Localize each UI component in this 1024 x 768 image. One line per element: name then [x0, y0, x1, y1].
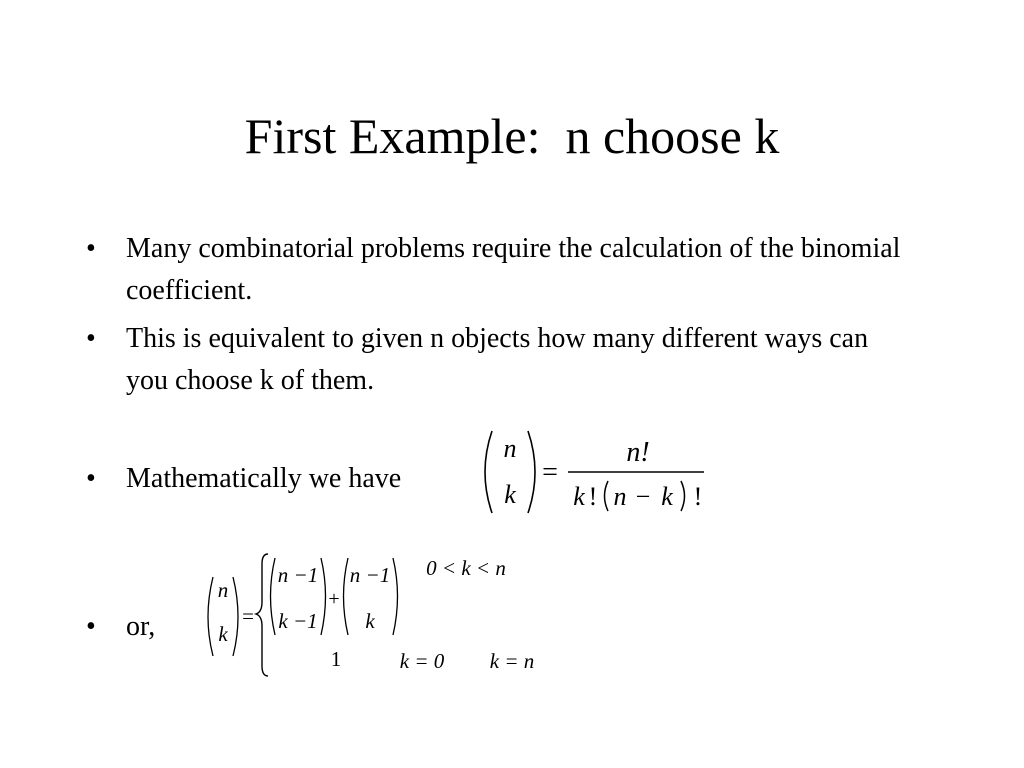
case1-b-left-paren	[344, 558, 349, 635]
cases-brace	[256, 554, 268, 676]
case1-a-left-paren	[271, 558, 276, 635]
equals-sign: =	[542, 457, 558, 488]
case1-b-top: n −1	[349, 563, 391, 587]
case1-b-bottom: k	[365, 609, 375, 633]
left-paren	[485, 431, 492, 513]
case1-a-right-paren	[321, 558, 326, 635]
recursive-binomial-formula	[200, 550, 550, 680]
case2-condition-a: k = 0	[399, 649, 445, 673]
lhs-top: n	[217, 578, 229, 602]
numerator: n!	[626, 437, 650, 468]
case1-a-top: n −1	[277, 563, 319, 587]
den-k: k	[573, 482, 585, 511]
case2-condition-b: k = n	[489, 649, 535, 673]
bullet-text-4: or,	[126, 611, 156, 642]
bullet-text-1: Many combinatorial problems require the calculation of the binomial coefficient.	[126, 233, 901, 306]
den-right-paren	[681, 481, 685, 511]
lhs-bottom: k	[218, 622, 228, 646]
den-factorial-2: !	[693, 482, 703, 511]
bullet-text-3: Mathematically we have	[126, 463, 402, 494]
bullet-marker: •	[86, 463, 96, 494]
case2-value: 1	[330, 647, 342, 671]
den-left-paren	[605, 481, 609, 511]
bullet-marker: •	[86, 233, 96, 264]
equals-sign: =	[242, 604, 254, 628]
den-minus: −	[635, 482, 651, 511]
slide-title: First Example: n choose k	[244, 108, 780, 164]
binomial-formula	[470, 425, 720, 520]
binom-top: n	[503, 434, 517, 463]
den-k2: k	[661, 482, 673, 511]
lhs-right-paren	[233, 577, 238, 656]
lhs-left-paren	[208, 577, 213, 656]
bullet-marker: •	[86, 611, 96, 642]
bullet-marker: •	[86, 323, 96, 354]
bullet-text-2: This is equivalent to given n objects how many different ways can you choose k of them.	[126, 323, 869, 396]
den-n: n	[613, 482, 627, 511]
plus-sign: +	[328, 588, 340, 610]
case1-condition: 0 < k < n	[426, 556, 506, 580]
right-paren	[528, 431, 535, 513]
case1-a-bottom: k −1	[278, 609, 318, 633]
den-factorial-1: !	[588, 482, 598, 511]
binom-bottom: k	[504, 480, 516, 509]
case1-b-right-paren	[393, 558, 398, 635]
